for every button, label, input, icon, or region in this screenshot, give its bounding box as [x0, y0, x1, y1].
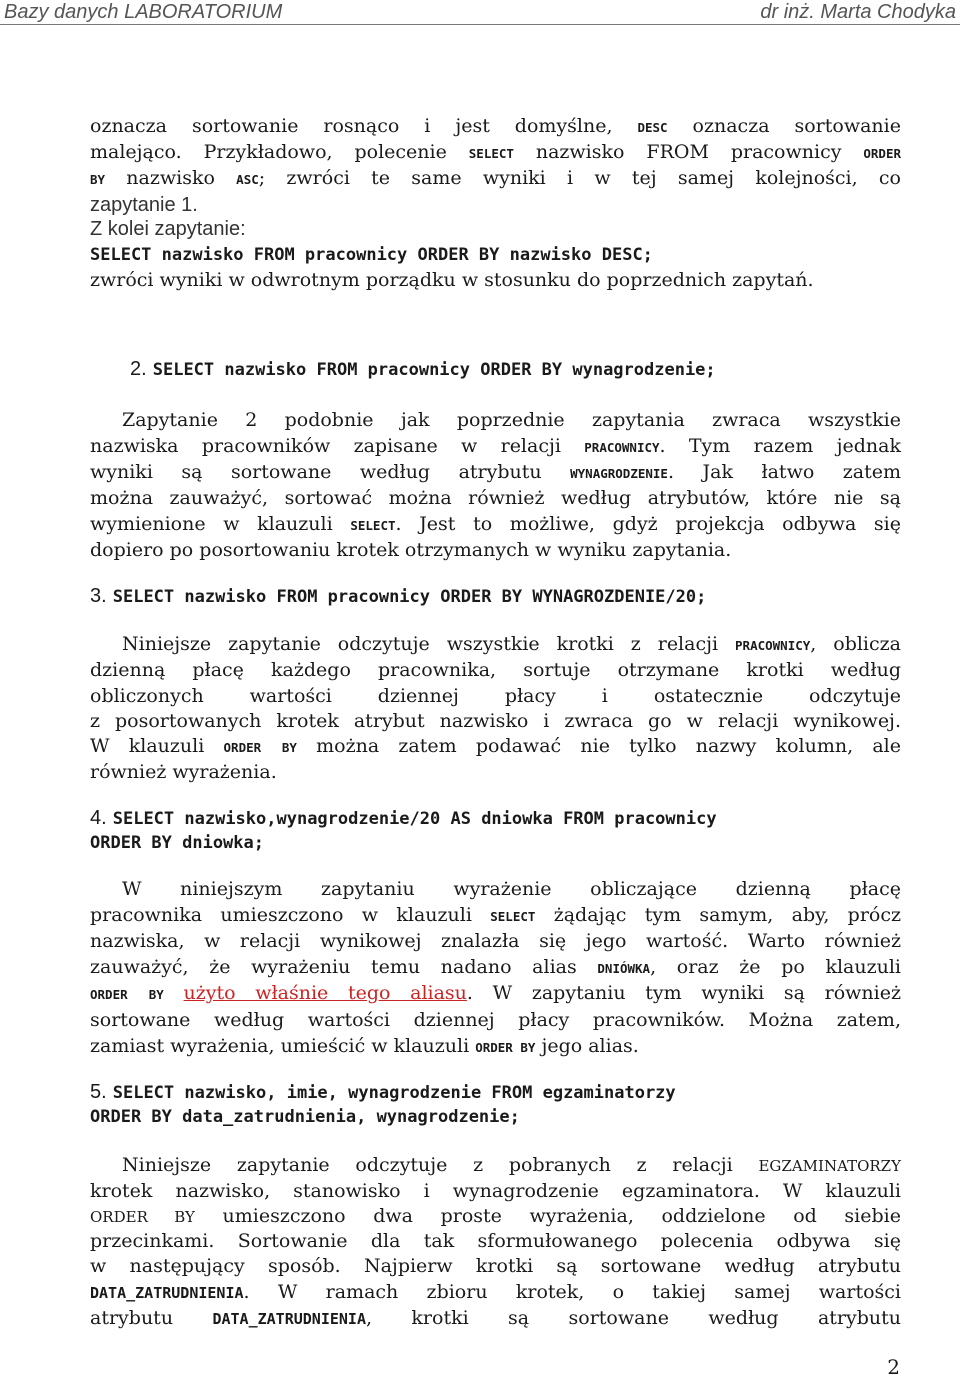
section-2-line-1: Zapytanie 2 podobnie jak poprzednie zapytania zwraca wszystkie	[122, 409, 901, 431]
section-3-line-4: z posortowanych krotek atrybut nazwisko i zwraca go w relacji wynikowej.	[90, 710, 901, 732]
intro-line-3: BY nazwisko ASC; zwróci te same wyniki i w tej samej kolejności, co	[90, 167, 901, 189]
section-2-line-4: można zauważyć, sortować można również według atrybutów, które nie są	[90, 487, 901, 509]
section-5-line-5: w następujący sposób. Najpierw krotki są sortowane według atrybutu	[90, 1255, 901, 1277]
section-2-line-5: wymienione w klauzuli SELECT. Jest to możliwe, gdyż projekcja odbywa się	[90, 513, 901, 535]
intro-line-5: Z kolei zapytanie:	[90, 218, 246, 240]
intro-line-1: oznacza sortowanie rosnąco i jest domyślne, DESC oznacza sortowanie	[90, 115, 901, 137]
header-rule	[0, 24, 960, 25]
section-4-line-7: zamiast wyrażenia, umieścić w klauzuli ORDER BY jego alias.	[90, 1035, 639, 1057]
header-course-title: Bazy danych LABORATORIUM	[4, 1, 283, 23]
section-2-line-2: nazwiska pracowników zapisane w relacji PRACOWNICY. Tym razem jednak	[90, 435, 901, 457]
section-3-query: 3. SELECT nazwisko FROM pracownicy ORDER BY WYNAGROZDENIE/20;	[90, 585, 707, 607]
intro-query: SELECT nazwisko FROM pracownicy ORDER BY nazwisko DESC;	[90, 245, 653, 265]
section-3-line-3: obliczonych wartości dziennej płacy i ostatecznie odczytuje	[90, 685, 901, 707]
section-4-line-2: pracownika umieszczono w klauzuli SELECT żądając tym samym, aby, prócz	[90, 904, 902, 926]
section-5-line-3: ORDER BY umieszczono dwa proste wyrażenia, oddzielone od siebie	[90, 1205, 901, 1227]
intro-line-2: malejąco. Przykładowo, polecenie SELECT nazwisko FROM pracownicy ORDER	[90, 141, 902, 163]
section-4-line-6: sortowane według wartości dziennej płacy pracowników. Można zatem,	[90, 1009, 901, 1031]
section-4-query-1: 4. SELECT nazwisko,wynagrodzenie/20 AS dniowka FROM pracownicy	[90, 807, 717, 829]
section-2-line-6: dopiero po posortowaniu krotek otrzymanych w wyniku zapytania.	[90, 539, 732, 561]
section-4-line-1: W niniejszym zapytaniu wyrażenie obliczające dzienną płacę	[122, 878, 901, 900]
section-5-line-4: przecinkami. Sortowanie dla tak sformułowanego polecenia odbywa się	[90, 1230, 901, 1252]
alias-link[interactable]: użyto właśnie tego aliasu	[183, 982, 467, 1004]
section-2-line-3: wyniki są sortowane według atrybutu WYNAGRODZENIE. Jak łatwo zatem	[90, 461, 901, 483]
section-4-line-3: nazwiska, w relacji wynikowej znalazła się jego wartość. Warto również	[90, 930, 901, 952]
section-5-query-2: ORDER BY data_zatrudnienia, wynagrodzenie;	[90, 1107, 520, 1127]
section-5-query-1: 5. SELECT nazwisko, imie, wynagrodzenie FROM egzaminatorzy	[90, 1081, 676, 1103]
section-3-line-1: Niniejsze zapytanie odczytuje wszystkie krotki z relacji PRACOWNICY, oblicza	[122, 633, 901, 655]
page-number: 2	[887, 1355, 900, 1379]
section-4-query-2: ORDER BY dniowka;	[90, 833, 264, 853]
section-3-line-2: dzienną płacę każdego pracownika, sortuje otrzymane krotki według	[90, 659, 901, 681]
intro-line-7: zwróci wyniki w odwrotnym porządku w stosunku do poprzednich zapytań.	[90, 269, 814, 291]
page-header	[0, 0, 960, 24]
section-5-line-1: Niniejsze zapytanie odczytuje z pobranych z relacji EGZAMINATORZY	[122, 1154, 901, 1176]
section-2-query: 2. SELECT nazwisko FROM pracownicy ORDER BY wynagrodzenie;	[130, 358, 716, 380]
section-5-line-2: krotek nazwisko, stanowisko i wynagrodzenie egzaminatora. W klauzuli	[90, 1180, 901, 1202]
section-4-line-4: zauważyć, że wyrażeniu temu nadano alias DNIÓWKA, oraz że po klauzuli	[90, 956, 902, 978]
section-3-line-5: W klauzuli ORDER BY można zatem podawać nie tylko nazwy kolumn, ale	[90, 735, 901, 757]
intro-line-4: zapytanie 1.	[90, 194, 198, 216]
section-3-line-6: również wyrażenia.	[90, 761, 277, 783]
section-4-line-5: ORDER BY użyto właśnie tego aliasu. W zapytaniu tym wyniki są również	[90, 982, 901, 1004]
section-5-line-7: atrybutu DATA_ZATRUDNIENIA, krotki są sortowane według atrybutu	[90, 1307, 902, 1329]
section-5-line-6: DATA_ZATRUDNIENIA. W ramach zbioru krotek, o takiej samej wartości	[90, 1281, 901, 1303]
header-author: dr inż. Marta Chodyka	[760, 1, 956, 23]
